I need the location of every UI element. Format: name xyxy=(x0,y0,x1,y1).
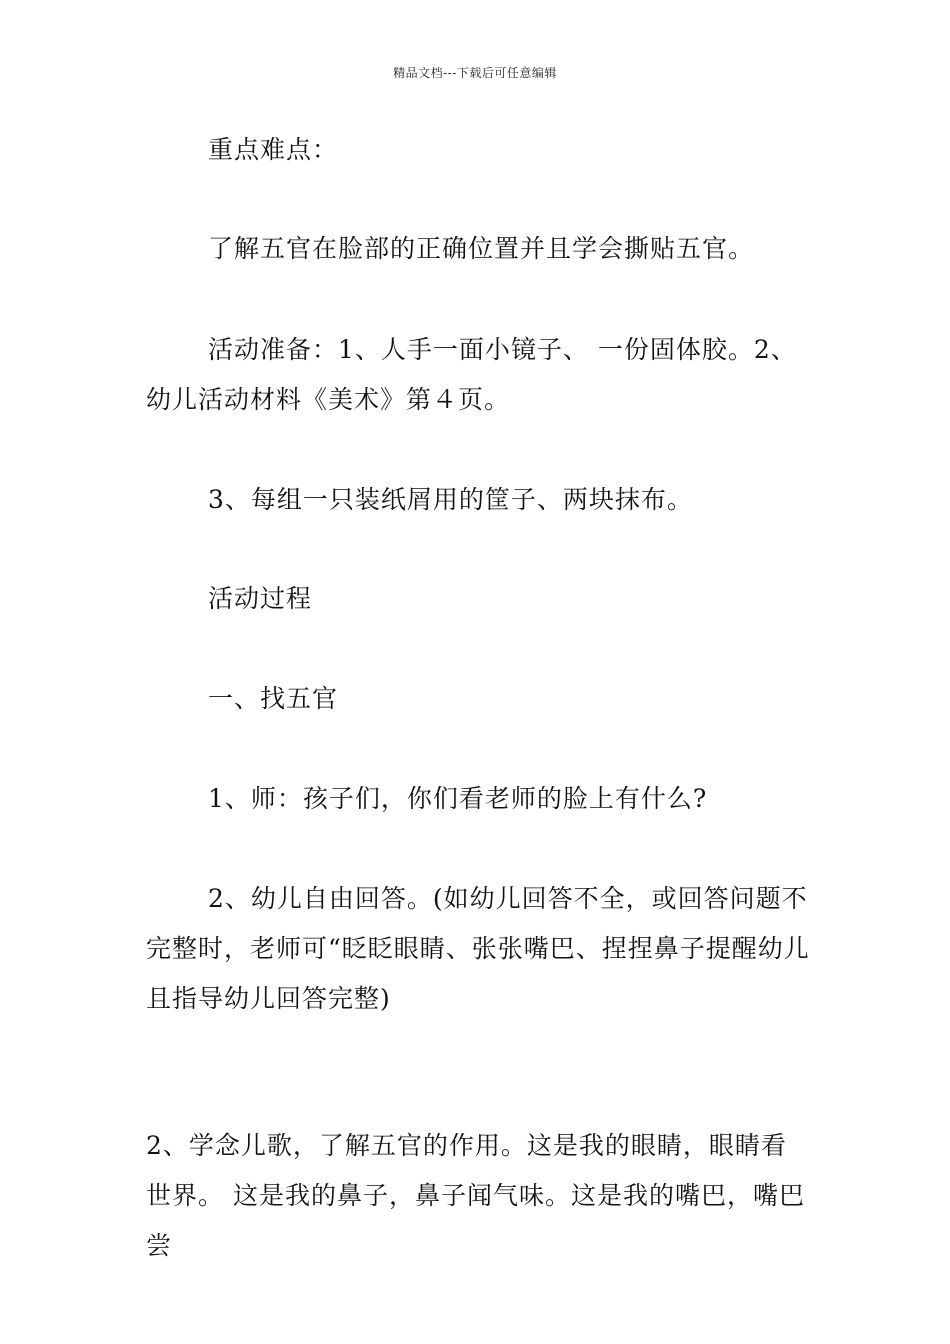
preparation-paragraph: 活动准备：1、人手一面小镜子、 一份固体胶。2、幼儿活动材料《美术》第４页。 xyxy=(146,335,797,414)
preparation-item-3: 3、每组一只装纸屑用的筐子、两块抹布。 xyxy=(208,485,693,514)
nursery-rhyme-paragraph: 2、学念儿歌，了解五官的作用。这是我的眼睛，眼睛看世界。 这是我的鼻子，鼻子闻气味。这是我的嘴巴，嘴巴尝 xyxy=(146,1131,805,1260)
section-heading-key-points: 重点难点： xyxy=(208,135,339,164)
page-header: 精品文档---下载后可任意编辑 xyxy=(393,66,557,80)
step-1-paragraph: 1、师：孩子们，你们看老师的脸上有什么? xyxy=(208,784,708,813)
key-points-text: 了解五官在脸部的正确位置并且学会撕贴五官。 xyxy=(208,234,755,263)
step-heading-find-features: 一、找五官 xyxy=(208,684,339,713)
step-2-paragraph: 2、幼儿自由回答。(如幼儿回答不全，或回答问题不完整时，老师可“眨眨眼睛、张张嘴巴、捏捏鼻子提醒幼儿且指导幼儿回答完整) xyxy=(146,884,810,1013)
section-heading-process: 活动过程 xyxy=(208,584,313,613)
